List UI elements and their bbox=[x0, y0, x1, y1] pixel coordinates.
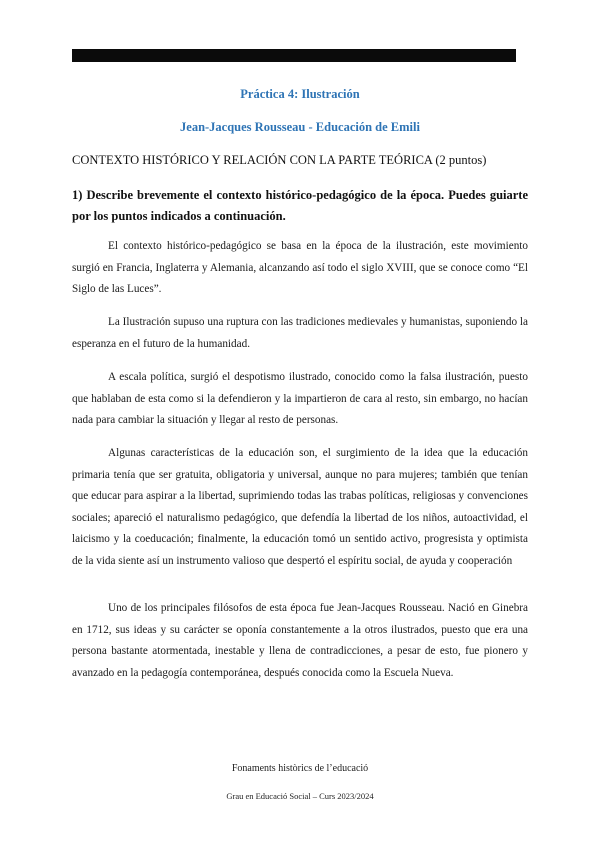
section-heading: CONTEXTO HISTÓRICO Y RELACIÓN CON LA PARTE TEÓRICA (2 puntos) bbox=[72, 153, 487, 167]
body-paragraph: A escala política, surgió el despotismo ilustrado, conocido como la falsa ilustración, puesto que hablaban de esta como si la defendieron y la impartieron de cara al resto, sin embargo, no hacían nada para cambiar la situación y llegar al resto de personas. bbox=[72, 371, 528, 427]
redacted-author-bar bbox=[72, 49, 516, 62]
footer-program: Grau en Educació Social – Curs 2023/2024 bbox=[226, 791, 374, 801]
document-title: Práctica 4: Ilustración bbox=[240, 87, 360, 101]
body-paragraph: Algunas características de la educación son, el surgimiento de la idea que la educación primaria tenía que ser gratuita, obligatoria y universal, aunque no para mujeres; también que tenían que educar para aspirar a la libertad, suprimiendo todas las trabas políticas, religiosas y convenciones sociales; apareció el naturalismo pedagógico, que defendía la libertad de los niños, autoactividad, el laicismo y la coeducación; finalmente, la educación tomó un sentido activo, progresista y optimista de la vida siente así un instrumento valioso que despertó el espíritu social, de ayuda y cooperación bbox=[72, 447, 528, 567]
body-paragraph: La Ilustración supuso una ruptura con las tradiciones medievales y humanistas, suponiendo la esperanza en el futuro de la humanidad. bbox=[72, 316, 528, 350]
footer-course: Fonaments històrics de l’educació bbox=[231, 763, 369, 774]
body-paragraph: El contexto histórico-pedagógico se basa en la época de la ilustración, este movimiento surgió en Francia, Inglaterra y Alemania, alcanzando así todo el siglo XVIII, que se conoce como “El Siglo de las Luces”. bbox=[72, 240, 528, 296]
document-subtitle: Jean-Jacques Rousseau - Educación de Emili bbox=[180, 120, 420, 134]
question-prompt: 1) Describe brevemente el contexto histórico-pedagógico de la época. Puedes guiarte por los puntos indicados a continuación. bbox=[72, 188, 528, 223]
body-paragraph: Uno de los principales filósofos de esta época fue Jean-Jacques Rousseau. Nació en Ginebra en 1712, sus ideas y su carácter se oponía constantemente a la otros ilustrados, puesto que era una persona bastante atormentada, inestable y llena de contradicciones, a pesar de esto, fue pionero y avanzado en la pedagogía contemporánea, después conocida como la Escuela Nueva. bbox=[72, 602, 528, 679]
